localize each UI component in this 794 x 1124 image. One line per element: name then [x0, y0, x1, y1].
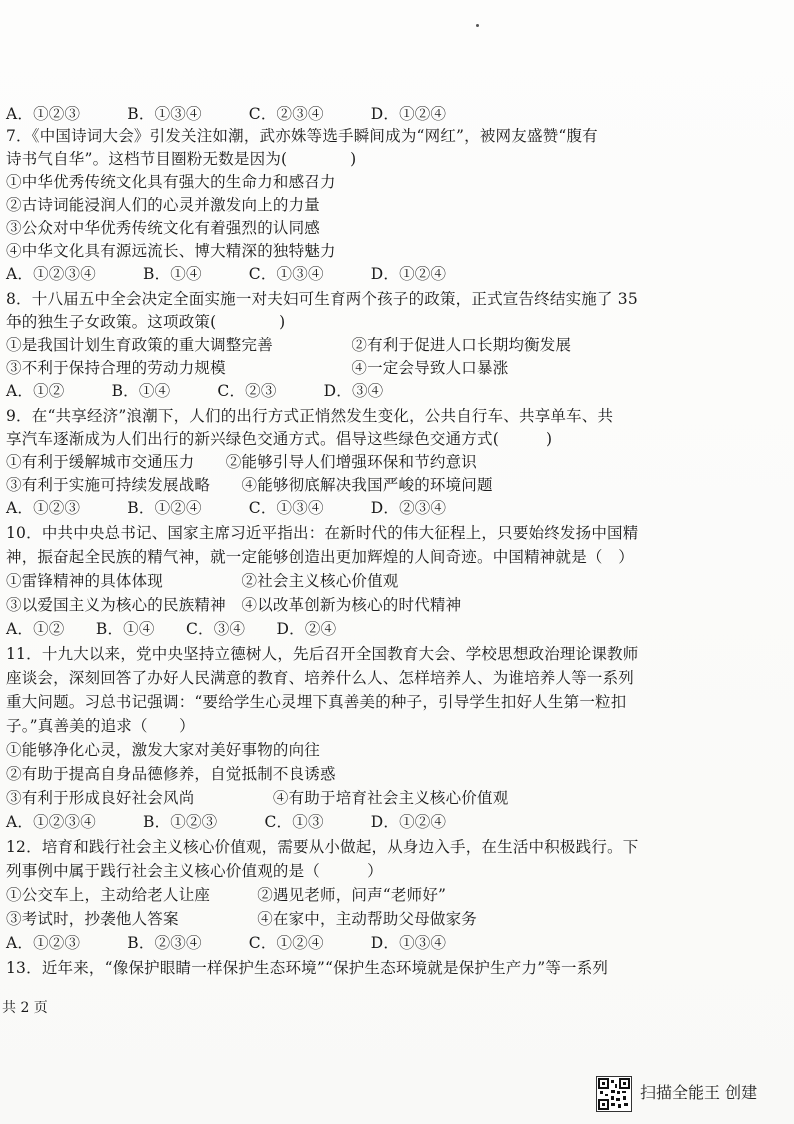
question-8-statements: ③不利于保持合理的劳动力规模 ④一定会导致人口暴涨 — [6, 359, 509, 377]
question-9-options: A．①②③ B．①②④ C．①③④ D．②③④ — [6, 499, 447, 517]
question-11-stem: 重大问题。习总书记强调：“要给学生心灵埋下真善美的种子，引导学生扣好人生第一粒扣 — [6, 693, 627, 711]
question-7-stem: 7．《中国诗词大会》引发关注如潮，武亦姝等选手瞬间成为“网红”，被网友盛赞“腹有 — [6, 127, 598, 145]
scanner-watermark: 扫描全能王 创建 — [640, 1083, 758, 1102]
question-11-stem: 11．十九大以来，党中央坚持立德树人，先后召开全国教育大会、学校思想政治理论课教师 — [6, 645, 639, 663]
qr-code-icon — [596, 1076, 632, 1112]
question-8-options: A．①② B．①④ C．②③ D．③④ — [6, 382, 384, 400]
question-13-stem: 13．近年来，“像保护眼睛一样保护生态环境”“保护生态环境就是保护生产力”等一系列 — [6, 959, 609, 977]
scan-speck — [476, 24, 479, 27]
page-count: 共 2 页 — [2, 1000, 48, 1016]
question-12-options: A．①②③ B．②③④ C．①②④ D．①③④ — [6, 934, 447, 952]
question-12-stem: 12．培育和践行社会主义核心价值观，需要从小做起，从身边入手，在生活中积极践行。下 — [6, 838, 639, 856]
question-10-stem: 10．中共中央总书记、国家主席习近平指出：在新时代的伟大征程上，只要始终发扬中国精 — [6, 524, 639, 542]
question-7-stem: 诗书气自华”。这档节目圈粉无数是因为( ) — [6, 150, 357, 168]
question-9-statements: ①有利于缓解城市交通压力 ②能够引导人们增强环保和节约意识 — [6, 453, 478, 471]
question-10-statements: ③以爱国主义为核心的民族精神 ④以改革创新为核心的时代精神 — [6, 596, 462, 614]
question-10-statements: ①雷锋精神的具体体现 ②社会主义核心价值观 — [6, 572, 399, 590]
question-11-statement: ①能够净化心灵，激发大家对美好事物的向往 — [6, 741, 321, 759]
question-11-statements: ③有利于形成良好社会风尚 ④有助于培育社会主义核心价值观 — [6, 789, 509, 807]
question-7-statement: ②古诗词能浸润人们的心灵并激发向上的力量 — [6, 196, 321, 214]
question-9-stem: 9．在“共享经济”浪潮下，人们的出行方式正悄然发生变化，公共自行车、共享单车、共 — [6, 407, 614, 425]
question-10-options: A．①② B．①④ C．③④ D．②④ — [6, 620, 337, 638]
question-12-stem: 列事例中属于践行社会主义核心价值观的是（ ） — [6, 862, 383, 880]
question-8-stem: 8．十八届五中全会决定全面实施一对夫妇可生育两个孩子的政策，正式宣告终结实施了 35 — [6, 290, 638, 308]
question-7-options: A．①②③④ B．①④ C．①③④ D．①②④ — [6, 265, 447, 283]
question-9-stem: 享汽车逐渐成为人们出行的新兴绿色交通方式。倡导这些绿色交通方式( ) — [6, 430, 553, 448]
question-12-statements: ①公交车上，主动给老人让座 ②遇见老师，问声“老师好” — [6, 886, 447, 904]
question-11-stem: 座谈会，深刻回答了办好人民满意的教育、培养什么人、怎样培养人、为谁培养人等一系列 — [6, 669, 635, 687]
question-11-stem: 子。”真善美的追求（ ） — [6, 717, 195, 735]
question-11-options: A．①②③④ B．①②③ C．①③ D．①②④ — [6, 813, 447, 831]
question-8-statements: ①是我国计划生育政策的重大调整完善 ②有利于促进人口长期均衡发展 — [6, 336, 572, 354]
question-10-stem: 神，振奋起全民族的精气神，就一定能够创造出更加辉煌的人间奇迹。中国精神就是（ ） — [6, 548, 635, 566]
question-7-statement: ①中华优秀传统文化具有强大的生命力和感召力 — [6, 173, 336, 191]
question-7-statement: ④中华文化具有源远流长、博大精深的独特魅力 — [6, 242, 336, 260]
question-7-statement: ③公众对中华优秀传统文化有着强烈的认同感 — [6, 219, 321, 237]
question-11-statement: ②有助于提高自身品德修养，自觉抵制不良诱惑 — [6, 765, 336, 783]
answer-options: A．①②③ B．①③④ C．②③④ D．①②④ — [6, 105, 447, 123]
question-9-statements: ③有利于实施可持续发展战略 ④能够彻底解决我国严峻的环境问题 — [6, 476, 493, 494]
question-12-statements: ③考试时，抄袭他人答案 ④在家中，主动帮助父母做家务 — [6, 910, 478, 928]
question-8-stem: 年的独生子女政策。这项政策( ) — [6, 313, 286, 331]
